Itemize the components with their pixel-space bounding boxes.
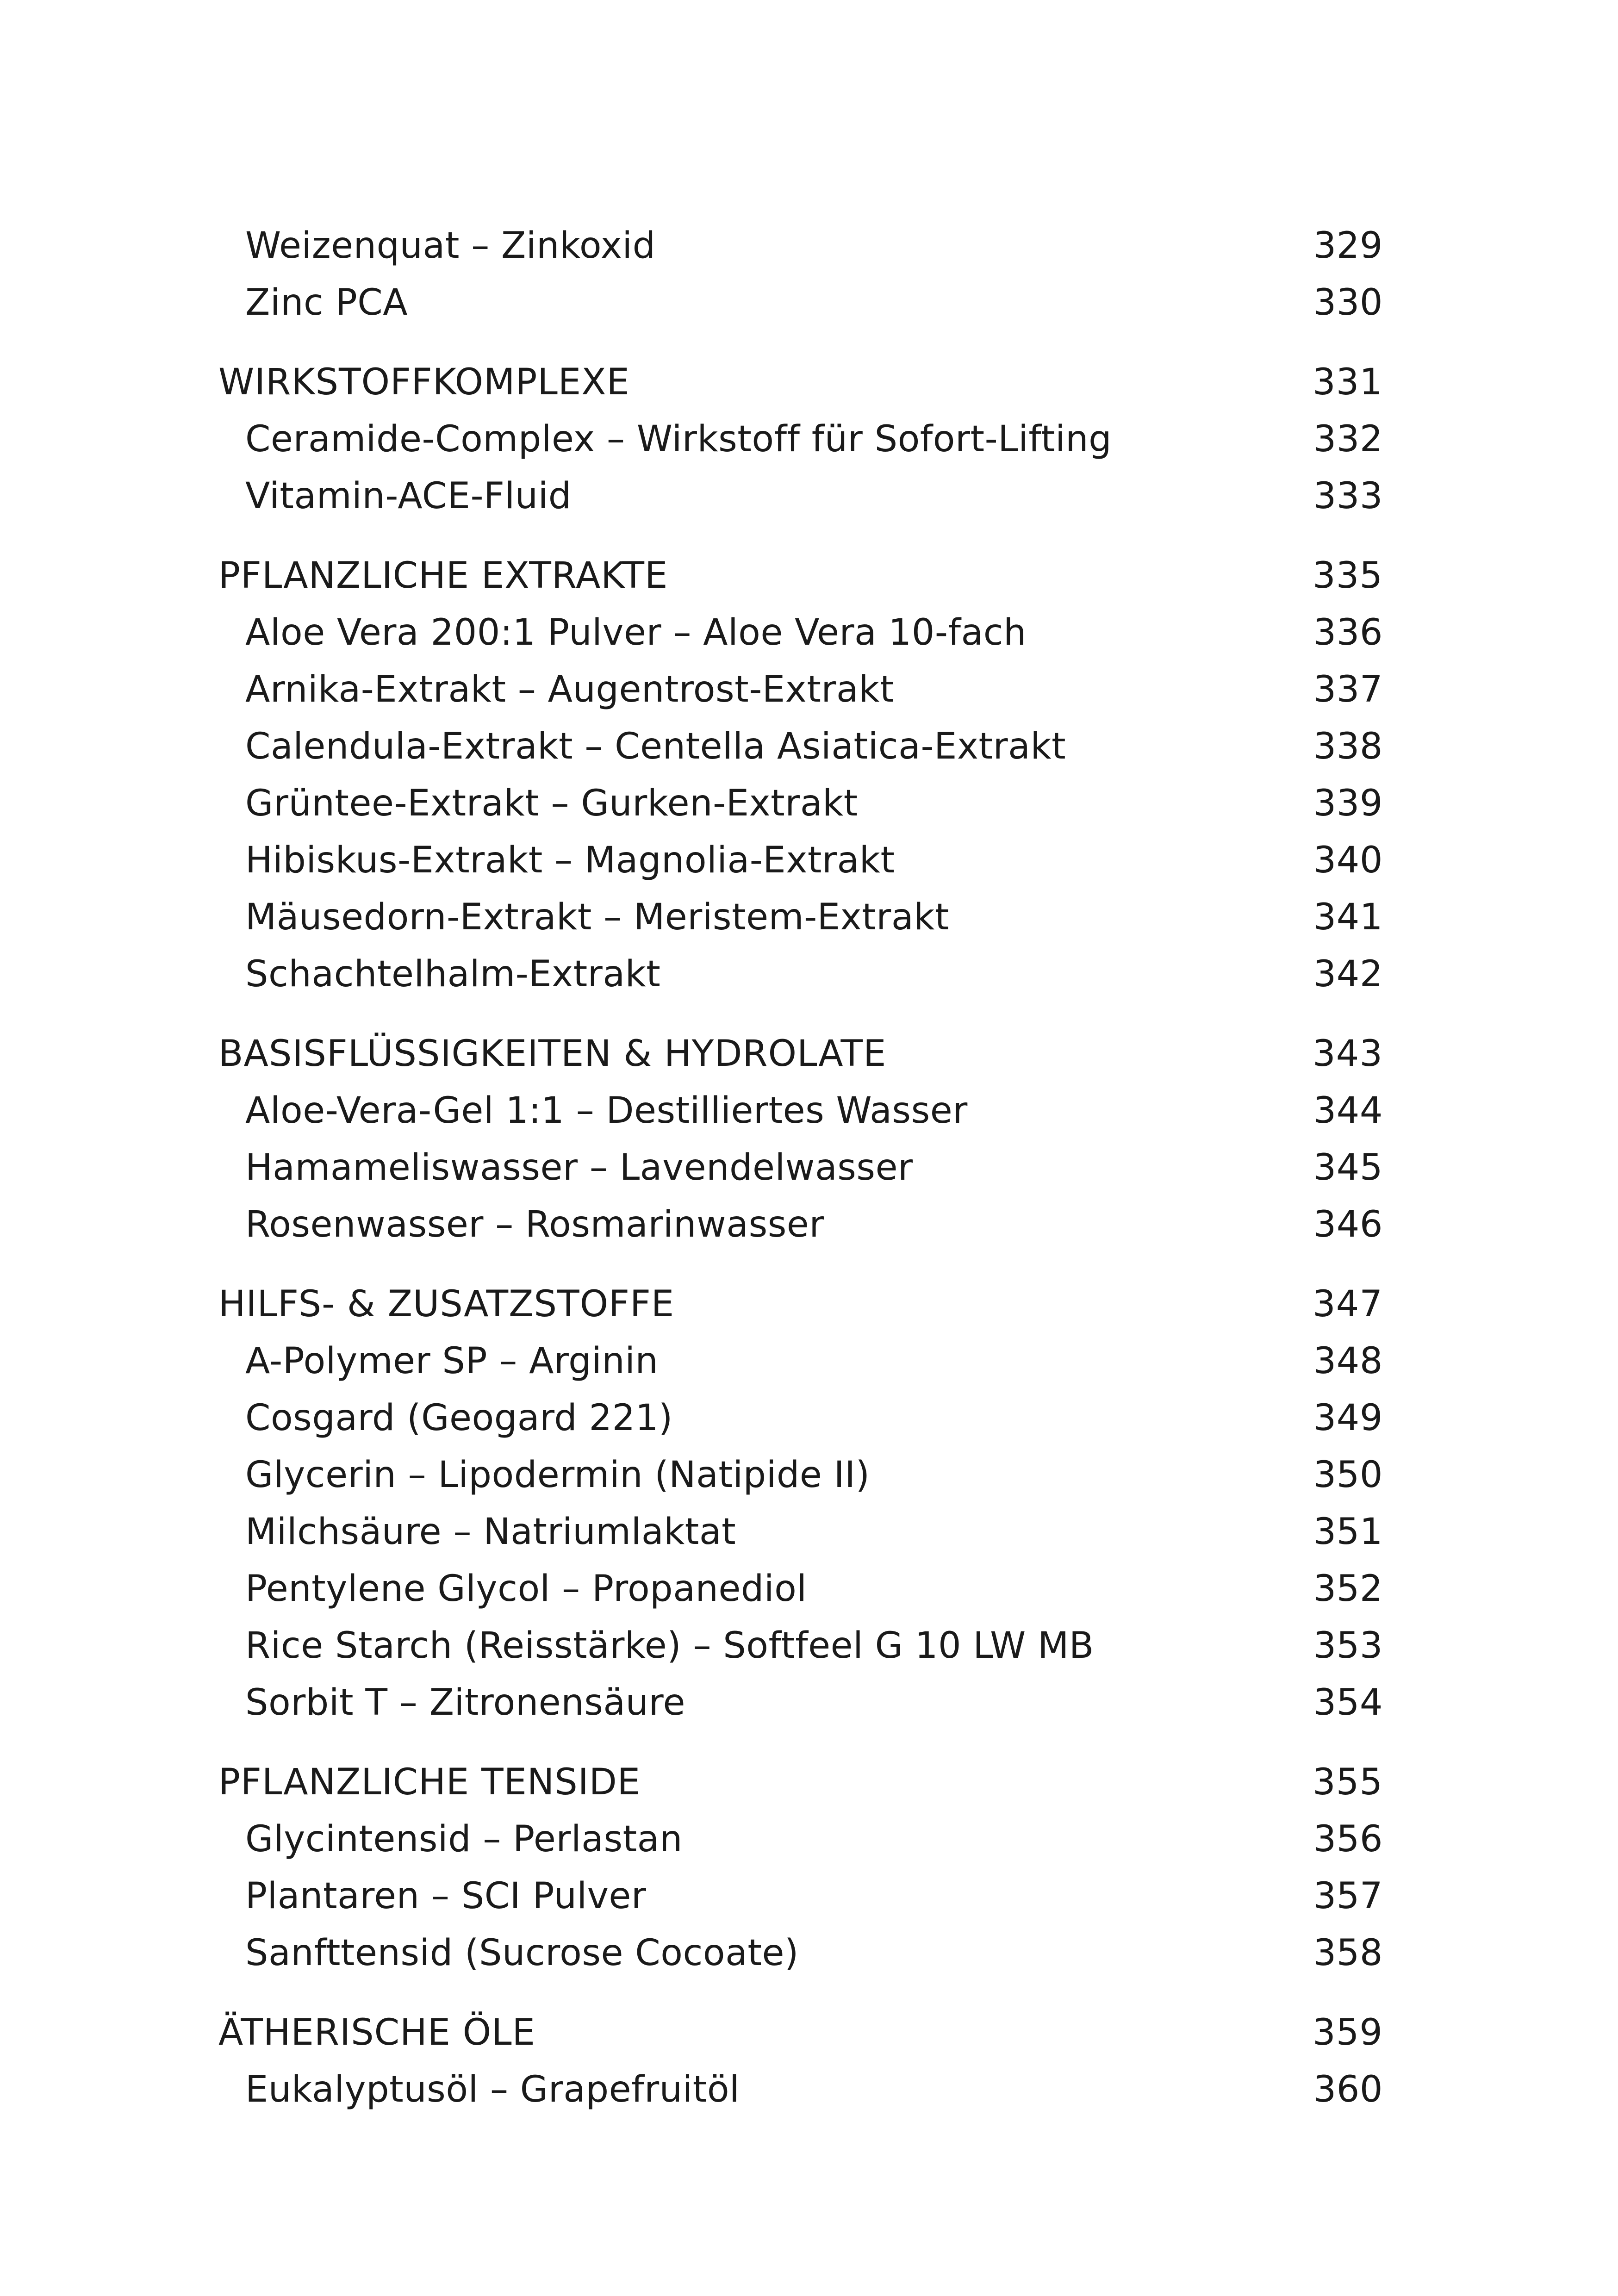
toc-entry-page-number: 333 (1313, 475, 1383, 517)
toc-entry-page-number: 354 (1313, 1682, 1383, 1724)
toc-heading-label: HILFS- & ZUSATZSTOFFE (218, 1283, 675, 1325)
toc-entry (218, 832, 1383, 889)
toc-entry-label: Milchsäure – Natriumlaktat (245, 1511, 736, 1553)
toc-entry-page-number: 353 (1313, 1625, 1383, 1667)
toc-heading-page-number: 359 (1313, 2012, 1383, 2053)
toc-entry-label: Aloe Vera 200:1 Pulver – Aloe Vera 10-fach (245, 612, 1027, 653)
toc-heading-block (218, 342, 1383, 411)
toc-section (218, 1014, 1383, 1253)
toc-entry-page-number: 344 (1313, 1090, 1383, 1132)
toc-entry (218, 1561, 1383, 1618)
toc-entry-label: Schachtelhalm-Extrakt (245, 953, 661, 995)
toc-entry-label: Weizenquat – Zinkoxid (245, 225, 656, 267)
toc-entry (218, 1447, 1383, 1504)
toc-entry-label: Glycintensid – Perlastan (245, 1818, 683, 1860)
toc-heading-label: ÄTHERISCHE ÖLE (218, 2012, 535, 2053)
toc-entry-label: Plantaren – SCI Pulver (245, 1875, 647, 1917)
toc-entry-page-number: 337 (1313, 669, 1383, 710)
toc-entry-page-number: 358 (1313, 1932, 1383, 1974)
toc-entry-page-number: 336 (1313, 612, 1383, 653)
toc-section (218, 218, 1383, 331)
toc-entry-label: Aloe-Vera-Gel 1:1 – Destilliertes Wasser (245, 1090, 968, 1132)
toc-heading-label: PFLANZLICHE EXTRAKTE (218, 555, 668, 597)
toc-entry-page-number: 329 (1313, 225, 1383, 267)
toc-entry (218, 218, 1383, 274)
toc-entry-label: Sanfttensid (Sucrose Cocoate) (245, 1932, 799, 1974)
toc-entry-label: Mäusedorn-Extrakt – Meristem-Extrakt (245, 896, 949, 938)
toc-entry-page-number: 351 (1313, 1511, 1383, 1553)
toc-entry-page-number: 339 (1313, 783, 1383, 824)
toc-entry (218, 1083, 1383, 1139)
toc-entry (218, 604, 1383, 661)
toc-entry-label: Ceramide-Complex – Wirkstoff für Sofort-Lifting (245, 418, 1112, 460)
toc-entry-page-number: 356 (1313, 1818, 1383, 1860)
toc-entry (218, 775, 1383, 832)
toc-entry (218, 1139, 1383, 1196)
toc-heading-label: WIRKSTOFFKOMPLEXE (218, 361, 630, 403)
toc-heading-block (218, 536, 1383, 604)
toc-entry-page-number: 346 (1313, 1204, 1383, 1245)
table-of-contents (218, 218, 1383, 2118)
toc-section (218, 1264, 1383, 1731)
toc-entry-label: Hamameliswasser – Lavendelwasser (245, 1147, 913, 1188)
toc-entry-label: Cosgard (Geogard 221) (245, 1397, 673, 1439)
toc-entry-page-number: 345 (1313, 1147, 1383, 1188)
toc-heading-page-number: 343 (1313, 1033, 1383, 1075)
toc-entry (218, 274, 1383, 331)
toc-entry-label: A-Polymer SP – Arginin (245, 1340, 659, 1382)
toc-entry-label: Glycerin – Lipodermin (Natipide II) (245, 1454, 870, 1496)
toc-heading-page-number: 335 (1313, 555, 1383, 597)
toc-section-heading (218, 1754, 1383, 1811)
toc-section-heading (218, 548, 1383, 604)
toc-entry-label: Arnika-Extrakt – Augentrost-Extrakt (245, 669, 895, 710)
toc-entry-page-number: 360 (1313, 2069, 1383, 2110)
toc-section (218, 342, 1383, 525)
toc-heading-block (218, 1014, 1383, 1083)
toc-entry (218, 661, 1383, 718)
toc-entry-label: Sorbit T – Zitronensäure (245, 1682, 685, 1724)
toc-entry-label: Rosenwasser – Rosmarinwasser (245, 1204, 824, 1245)
toc-entry-page-number: 350 (1313, 1454, 1383, 1496)
toc-entry (218, 1674, 1383, 1731)
toc-entry-label: Hibiskus-Extrakt – Magnolia-Extrakt (245, 840, 895, 881)
toc-entry-page-number: 349 (1313, 1397, 1383, 1439)
toc-heading-label: PFLANZLICHE TENSIDE (218, 1761, 641, 1803)
toc-heading-page-number: 331 (1313, 361, 1383, 403)
toc-entry-label: Pentylene Glycol – Propanediol (245, 1568, 807, 1610)
toc-entry (218, 2061, 1383, 2118)
toc-heading-page-number: 355 (1313, 1761, 1383, 1803)
toc-entry (218, 411, 1383, 468)
toc-entry (218, 468, 1383, 525)
toc-entry (218, 1811, 1383, 1868)
toc-heading-block (218, 1264, 1383, 1333)
toc-entry (218, 1504, 1383, 1561)
toc-section-heading (218, 354, 1383, 411)
toc-entry-page-number: 340 (1313, 840, 1383, 881)
toc-entry-label: Eukalyptusöl – Grapefruitöl (245, 2069, 740, 2110)
toc-entry-page-number: 341 (1313, 896, 1383, 938)
toc-entry-page-number: 330 (1313, 282, 1383, 324)
toc-section-heading (218, 1276, 1383, 1333)
toc-heading-block (218, 1993, 1383, 2061)
toc-section (218, 1993, 1383, 2118)
toc-entry-page-number: 357 (1313, 1875, 1383, 1917)
toc-entry-page-number: 338 (1313, 726, 1383, 767)
toc-section-heading (218, 1026, 1383, 1083)
toc-entry-label: Rice Starch (Reisstärke) – Softfeel G 10 LW MB (245, 1625, 1094, 1667)
toc-entry (218, 1925, 1383, 1982)
toc-entry (218, 946, 1383, 1003)
toc-entry-page-number: 342 (1313, 953, 1383, 995)
toc-entry (218, 1868, 1383, 1925)
toc-entry (218, 1333, 1383, 1390)
toc-entry-page-number: 348 (1313, 1340, 1383, 1382)
toc-section-heading (218, 2004, 1383, 2061)
toc-heading-page-number: 347 (1313, 1283, 1383, 1325)
toc-entry-label: Vitamin-ACE-Fluid (245, 475, 572, 517)
toc-section (218, 536, 1383, 1003)
toc-entry (218, 1618, 1383, 1674)
toc-entry-page-number: 352 (1313, 1568, 1383, 1610)
toc-entry (218, 1390, 1383, 1447)
toc-entry (218, 889, 1383, 946)
toc-entry-page-number: 332 (1313, 418, 1383, 460)
toc-entry-label: Zinc PCA (245, 282, 408, 324)
toc-entry (218, 1196, 1383, 1253)
toc-heading-label: BASISFLÜSSIGKEITEN & HYDROLATE (218, 1033, 887, 1075)
toc-section (218, 1742, 1383, 1982)
toc-heading-block (218, 1742, 1383, 1811)
toc-entry-label: Grüntee-Extrakt – Gurken-Extrakt (245, 783, 858, 824)
toc-entry (218, 718, 1383, 775)
toc-entry-label: Calendula-Extrakt – Centella Asiatica-Extrakt (245, 726, 1066, 767)
